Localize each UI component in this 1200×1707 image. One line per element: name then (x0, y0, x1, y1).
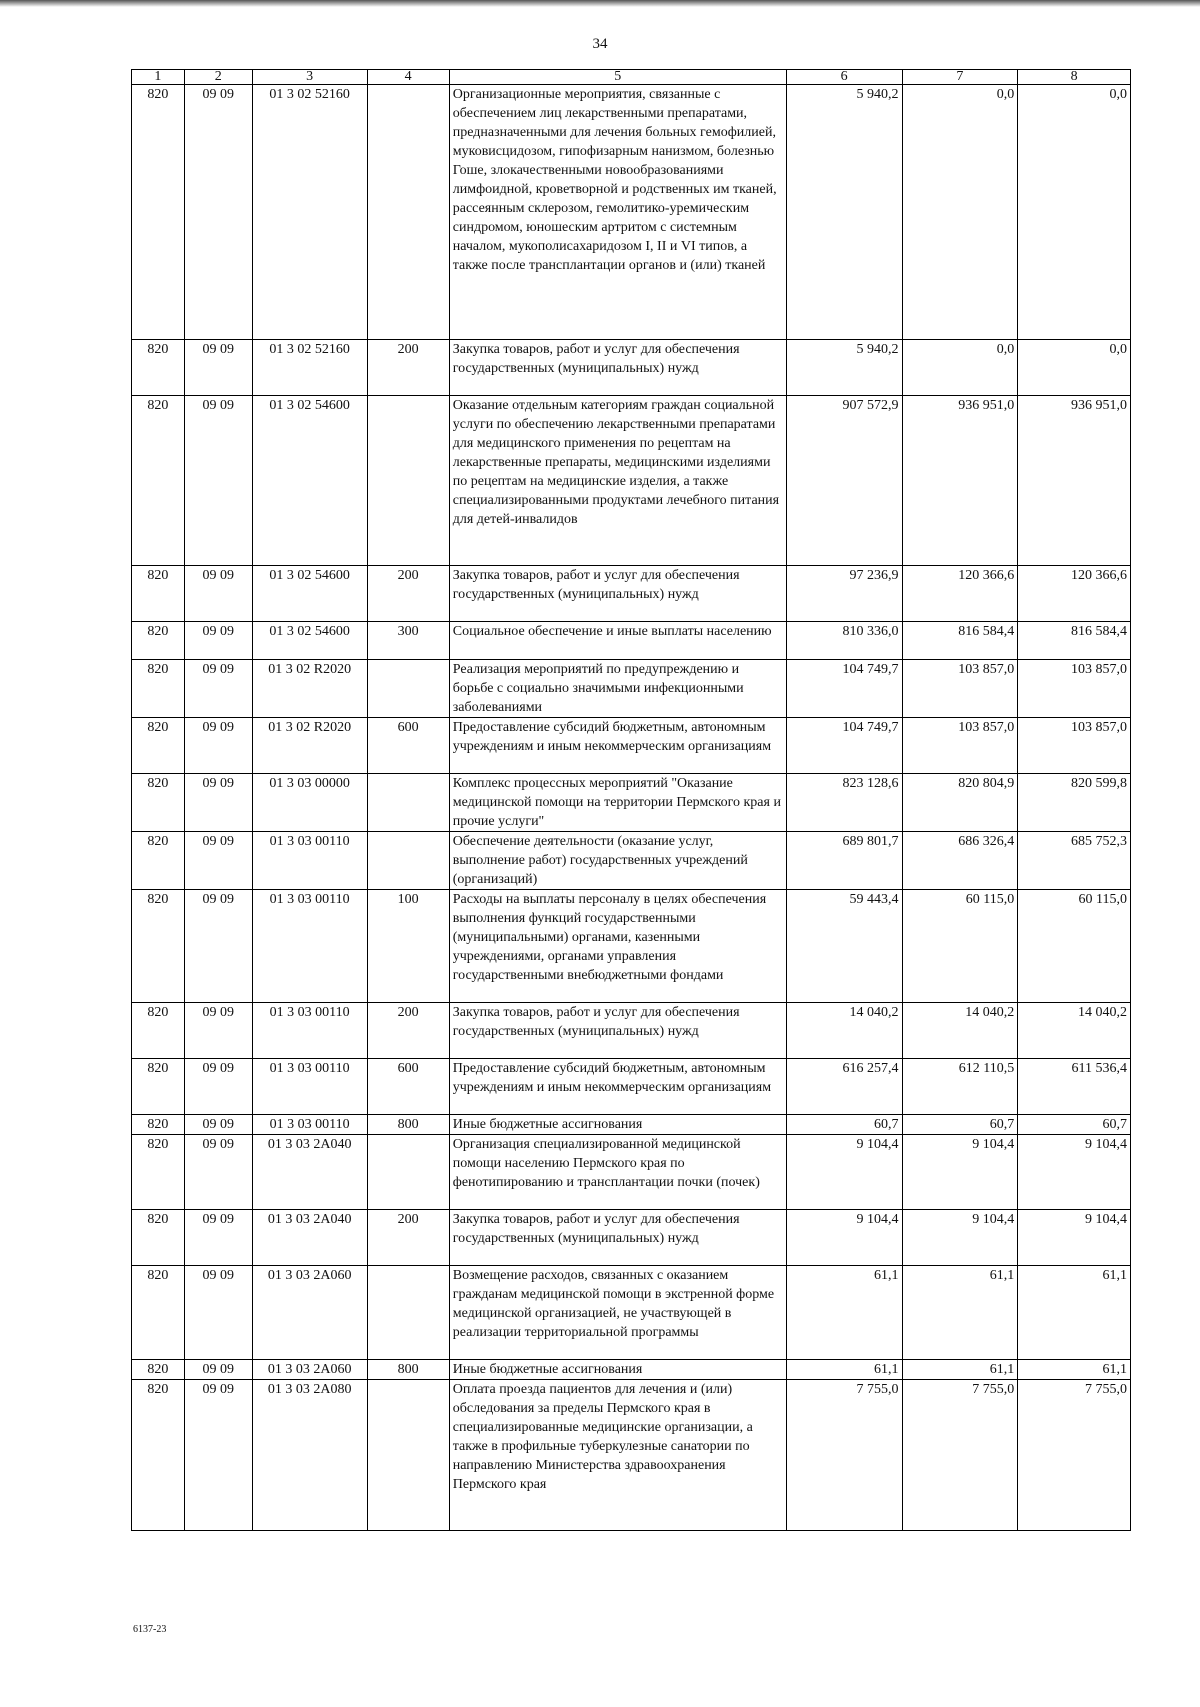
cell-amount-col6: 689 801,7 (786, 832, 902, 890)
cell-amount-col7: 816 584,4 (902, 622, 1018, 660)
cell-target-article: 01 3 03 00110 (252, 1059, 367, 1115)
cell-department: 820 (132, 1059, 185, 1115)
cell-expense-type (367, 85, 449, 340)
cell-amount-col6: 14 040,2 (786, 1003, 902, 1059)
cell-amount-col6: 59 443,4 (786, 890, 902, 1003)
cell-amount-col7: 103 857,0 (902, 718, 1018, 774)
cell-department: 820 (132, 660, 185, 718)
cell-description: Организационные мероприятия, связанные с обеспечением лиц лекарственными препаратами, предназначенными для лечения больных гемофилией, муковисцидозом, гипофизарным нанизмом, болезнью Гоше, злокачественными новообразованиями лимфоидной, кроветворной и родственных им тканей, рассеянным склерозом, гемолитико-уремическим синдромом, юношеским артритом с системным началом, мукополисахаридозом I, II и VI типов, а также после трансплантации органов и (или) тканей (449, 85, 786, 340)
cell-amount-col8: 60,7 (1018, 1115, 1131, 1135)
cell-amount-col8: 9 104,4 (1018, 1135, 1131, 1210)
cell-target-article: 01 3 02 52160 (252, 340, 367, 396)
cell-expense-type (367, 660, 449, 718)
cell-section: 09 09 (184, 340, 252, 396)
cell-section: 09 09 (184, 1360, 252, 1380)
cell-department: 820 (132, 832, 185, 890)
cell-target-article: 01 3 02 54600 (252, 622, 367, 660)
cell-expense-type: 200 (367, 1210, 449, 1266)
cell-amount-col6: 823 128,6 (786, 774, 902, 832)
table-row (132, 1380, 1131, 1531)
cell-amount-col6: 5 940,2 (786, 85, 902, 340)
cell-amount-col7: 686 326,4 (902, 832, 1018, 890)
cell-amount-col7: 820 804,9 (902, 774, 1018, 832)
cell-amount-col7: 9 104,4 (902, 1135, 1018, 1210)
cell-description: Обеспечение деятельности (оказание услуг, выполнение работ) государственных учреждений (организаций) (449, 832, 786, 890)
cell-section: 09 09 (184, 890, 252, 1003)
table-row (132, 566, 1131, 622)
cell-section: 09 09 (184, 1003, 252, 1059)
cell-amount-col7: 120 366,6 (902, 566, 1018, 622)
cell-amount-col8: 820 599,8 (1018, 774, 1131, 832)
cell-description: Закупка товаров, работ и услуг для обеспечения государственных (муниципальных) нужд (449, 566, 786, 622)
table-row (132, 1003, 1131, 1059)
cell-target-article: 01 3 02 R2020 (252, 718, 367, 774)
cell-section: 09 09 (184, 774, 252, 832)
cell-description: Оказание отдельным категориям граждан социальной услуги по обеспечению лекарственными препаратами для медицинского применения по рецептам на лекарственные препараты, медицинскими изделиями по рецептам на медицинские изделия, а также специализированными продуктами лечебного питания для детей-инвалидов (449, 396, 786, 566)
cell-description: Расходы на выплаты персоналу в целях обеспечения выполнения функций государственными (муниципальными) органами, казенными учреждениями, органами управления государственными внебюджетными фондами (449, 890, 786, 1003)
cell-expense-type (367, 396, 449, 566)
budget-table (131, 69, 1131, 1531)
col-header: 3 (252, 70, 367, 85)
cell-amount-col8: 60 115,0 (1018, 890, 1131, 1003)
cell-amount-col8: 611 536,4 (1018, 1059, 1131, 1115)
footer-code: 6137-23 (133, 1624, 167, 1635)
col-header: 2 (184, 70, 252, 85)
table-row (132, 774, 1131, 832)
cell-department: 820 (132, 774, 185, 832)
cell-section: 09 09 (184, 566, 252, 622)
cell-amount-col7: 0,0 (902, 85, 1018, 340)
col-header: 5 (449, 70, 786, 85)
cell-amount-col8: 685 752,3 (1018, 832, 1131, 890)
cell-description: Организация специализированной медицинской помощи населению Пермского края по фенотипированию и трансплантации почки (почек) (449, 1135, 786, 1210)
cell-department: 820 (132, 890, 185, 1003)
cell-expense-type: 200 (367, 1003, 449, 1059)
cell-amount-col8: 61,1 (1018, 1266, 1131, 1360)
cell-description: Иные бюджетные ассигнования (449, 1115, 786, 1135)
cell-amount-col6: 104 749,7 (786, 660, 902, 718)
cell-description: Оплата проезда пациентов для лечения и (или) обследования за пределы Пермского края в специализированные медицинские организации, а также в профильные туберкулезные санатории по направлению Министерства здравоохранения Пермского края (449, 1380, 786, 1531)
cell-amount-col6: 97 236,9 (786, 566, 902, 622)
cell-department: 820 (132, 1266, 185, 1360)
cell-section: 09 09 (184, 1135, 252, 1210)
cell-section: 09 09 (184, 396, 252, 566)
cell-section: 09 09 (184, 1380, 252, 1531)
cell-target-article: 01 3 02 52160 (252, 85, 367, 340)
cell-amount-col8: 103 857,0 (1018, 660, 1131, 718)
table-row (132, 1210, 1131, 1266)
table-row (132, 1135, 1131, 1210)
cell-department: 820 (132, 1135, 185, 1210)
cell-amount-col6: 9 104,4 (786, 1210, 902, 1266)
cell-department: 820 (132, 566, 185, 622)
cell-description: Социальное обеспечение и иные выплаты населению (449, 622, 786, 660)
cell-amount-col7: 7 755,0 (902, 1380, 1018, 1531)
cell-expense-type: 800 (367, 1115, 449, 1135)
cell-section: 09 09 (184, 622, 252, 660)
cell-amount-col7: 60,7 (902, 1115, 1018, 1135)
col-header: 8 (1018, 70, 1131, 85)
cell-description: Закупка товаров, работ и услуг для обеспечения государственных (муниципальных) нужд (449, 1210, 786, 1266)
cell-target-article: 01 3 02 R2020 (252, 660, 367, 718)
table-row (132, 1360, 1131, 1380)
cell-department: 820 (132, 718, 185, 774)
cell-target-article: 01 3 02 54600 (252, 396, 367, 566)
table-row (132, 1115, 1131, 1135)
cell-target-article: 01 3 03 00110 (252, 832, 367, 890)
cell-description: Закупка товаров, работ и услуг для обеспечения государственных (муниципальных) нужд (449, 1003, 786, 1059)
cell-amount-col6: 9 104,4 (786, 1135, 902, 1210)
table-row (132, 340, 1131, 396)
cell-amount-col8: 9 104,4 (1018, 1210, 1131, 1266)
table-row (132, 718, 1131, 774)
table-row (132, 660, 1131, 718)
cell-amount-col6: 7 755,0 (786, 1380, 902, 1531)
table-row (132, 396, 1131, 566)
cell-section: 09 09 (184, 1266, 252, 1360)
cell-description: Закупка товаров, работ и услуг для обеспечения государственных (муниципальных) нужд (449, 340, 786, 396)
cell-amount-col6: 5 940,2 (786, 340, 902, 396)
cell-target-article: 01 3 03 00110 (252, 890, 367, 1003)
cell-amount-col7: 61,1 (902, 1360, 1018, 1380)
table-row (132, 832, 1131, 890)
cell-amount-col7: 103 857,0 (902, 660, 1018, 718)
cell-amount-col6: 616 257,4 (786, 1059, 902, 1115)
table-row (132, 890, 1131, 1003)
cell-expense-type: 600 (367, 1059, 449, 1115)
cell-description: Возмещение расходов, связанных с оказанием гражданам медицинской помощи в экстренной форме медицинской организацией, не участвующей в реализации территориальной программы (449, 1266, 786, 1360)
cell-target-article: 01 3 03 00000 (252, 774, 367, 832)
cell-section: 09 09 (184, 1115, 252, 1135)
cell-department: 820 (132, 1115, 185, 1135)
cell-target-article: 01 3 02 54600 (252, 566, 367, 622)
scan-edge (0, 0, 1200, 7)
cell-section: 09 09 (184, 718, 252, 774)
header-row (132, 70, 1131, 85)
cell-amount-col7: 61,1 (902, 1266, 1018, 1360)
table-row (132, 622, 1131, 660)
cell-department: 820 (132, 340, 185, 396)
cell-amount-col8: 103 857,0 (1018, 718, 1131, 774)
cell-target-article: 01 3 03 2A040 (252, 1210, 367, 1266)
cell-amount-col8: 0,0 (1018, 340, 1131, 396)
cell-department: 820 (132, 1003, 185, 1059)
cell-expense-type (367, 774, 449, 832)
col-header: 4 (367, 70, 449, 85)
col-header: 1 (132, 70, 185, 85)
col-header: 6 (786, 70, 902, 85)
cell-description: Предоставление субсидий бюджетным, автономным учреждениям и иным некоммерческим организациям (449, 718, 786, 774)
cell-amount-col6: 907 572,9 (786, 396, 902, 566)
cell-amount-col8: 0,0 (1018, 85, 1131, 340)
table-row (132, 1059, 1131, 1115)
cell-section: 09 09 (184, 85, 252, 340)
cell-amount-col6: 60,7 (786, 1115, 902, 1135)
cell-amount-col8: 816 584,4 (1018, 622, 1131, 660)
cell-department: 820 (132, 1380, 185, 1531)
cell-amount-col7: 60 115,0 (902, 890, 1018, 1003)
cell-expense-type: 600 (367, 718, 449, 774)
cell-expense-type: 300 (367, 622, 449, 660)
cell-department: 820 (132, 1360, 185, 1380)
cell-target-article: 01 3 03 2A060 (252, 1360, 367, 1380)
cell-amount-col6: 104 749,7 (786, 718, 902, 774)
cell-amount-col6: 61,1 (786, 1360, 902, 1380)
cell-description: Реализация мероприятий по предупреждению и борьбе с социально значимыми инфекционными заболеваниями (449, 660, 786, 718)
cell-expense-type (367, 1380, 449, 1531)
cell-description: Комплекс процессных мероприятий "Оказание медицинской помощи на территории Пермского края и прочие услуги" (449, 774, 786, 832)
cell-amount-col7: 9 104,4 (902, 1210, 1018, 1266)
cell-amount-col7: 612 110,5 (902, 1059, 1018, 1115)
cell-amount-col8: 936 951,0 (1018, 396, 1131, 566)
cell-expense-type: 100 (367, 890, 449, 1003)
cell-amount-col8: 120 366,6 (1018, 566, 1131, 622)
cell-amount-col7: 936 951,0 (902, 396, 1018, 566)
cell-section: 09 09 (184, 832, 252, 890)
cell-target-article: 01 3 03 2A060 (252, 1266, 367, 1360)
col-header: 7 (902, 70, 1018, 85)
cell-section: 09 09 (184, 1059, 252, 1115)
cell-amount-col6: 61,1 (786, 1266, 902, 1360)
cell-amount-col8: 14 040,2 (1018, 1003, 1131, 1059)
cell-department: 820 (132, 85, 185, 340)
cell-expense-type (367, 1135, 449, 1210)
cell-amount-col6: 810 336,0 (786, 622, 902, 660)
cell-section: 09 09 (184, 660, 252, 718)
cell-amount-col7: 14 040,2 (902, 1003, 1018, 1059)
cell-expense-type: 800 (367, 1360, 449, 1380)
table-row (132, 85, 1131, 340)
cell-expense-type (367, 1266, 449, 1360)
cell-expense-type: 200 (367, 566, 449, 622)
cell-department: 820 (132, 622, 185, 660)
cell-target-article: 01 3 03 2A040 (252, 1135, 367, 1210)
cell-target-article: 01 3 03 00110 (252, 1003, 367, 1059)
cell-target-article: 01 3 03 2A080 (252, 1380, 367, 1531)
table-row (132, 1266, 1131, 1360)
cell-amount-col8: 7 755,0 (1018, 1380, 1131, 1531)
cell-amount-col8: 61,1 (1018, 1360, 1131, 1380)
cell-description: Иные бюджетные ассигнования (449, 1360, 786, 1380)
cell-target-article: 01 3 03 00110 (252, 1115, 367, 1135)
cell-department: 820 (132, 1210, 185, 1266)
cell-expense-type (367, 832, 449, 890)
cell-expense-type: 200 (367, 340, 449, 396)
cell-description: Предоставление субсидий бюджетным, автономным учреждениям и иным некоммерческим организациям (449, 1059, 786, 1115)
cell-amount-col7: 0,0 (902, 340, 1018, 396)
cell-department: 820 (132, 396, 185, 566)
page-number: 34 (592, 36, 608, 52)
cell-section: 09 09 (184, 1210, 252, 1266)
